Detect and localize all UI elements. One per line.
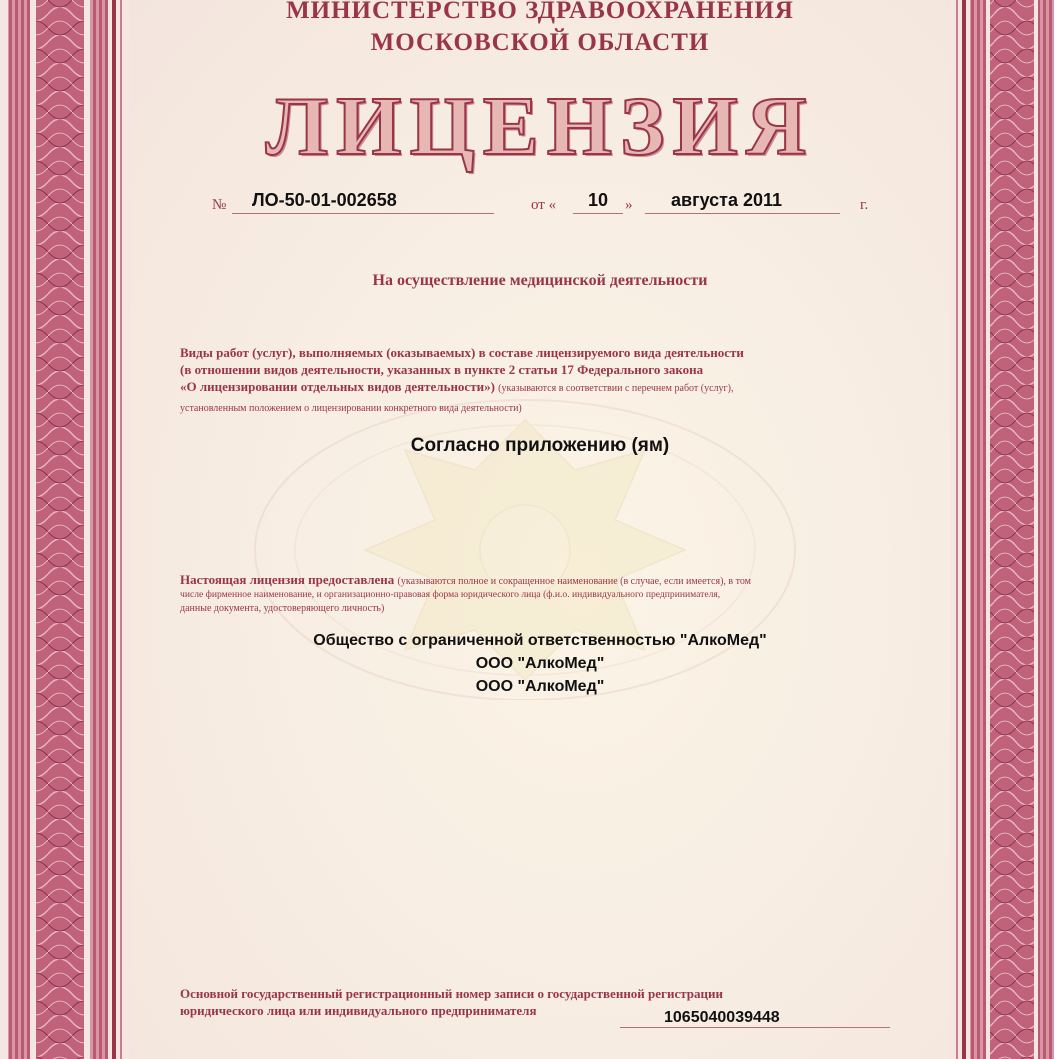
grantee-note-line2: числе фирменное наименование, и организационно-правовая форма юридического лица (ф.и.о. индивидуального предпринимателя, (180, 589, 721, 600)
license-number: ЛО-50-01-002658 (252, 190, 397, 210)
grantee-note-line3: данные документа, удостоверяющего личность) (180, 603, 385, 614)
registration-label-line1: Основной государственный регистрационный номер записи о государственной регистрации (180, 986, 723, 1001)
license-number-underline (232, 213, 494, 214)
coat-of-arms-watermark (245, 380, 805, 700)
date-month-year: августа 2011 (671, 190, 783, 210)
year-suffix: г. (860, 197, 869, 213)
grantee-short-name-2: ООО "АлкоМед" (475, 678, 605, 695)
number-prefix: № (212, 197, 227, 213)
ministry-name-line2: МОСКОВСКОЙ ОБЛАСТИ (370, 29, 710, 56)
services-label-line3 (180, 379, 733, 395)
grantee-short-name-1: ООО "АлкоМед" (475, 655, 605, 672)
grantee-full-name: Общество с ограниченной ответственностью "АлкоМед" (313, 632, 767, 649)
services-note-line3: (указываются в соответствии с перечнем работ (услуг), (498, 383, 734, 394)
registration-number: 1065040039448 (664, 1009, 780, 1026)
activity-label: На осуществление медицинской деятельности (372, 272, 708, 289)
document-title: ЛИЦЕНЗИЯ (265, 80, 815, 173)
right-ornamental-border (950, 0, 1060, 1059)
grantee-label-line1 (180, 572, 751, 588)
registration-label-line2: юридического лица или индивидуального предпринимателя (180, 1003, 537, 1018)
services-law-name: «О лицензировании отдельных видов деятельности») (180, 379, 495, 394)
services-value: Согласно приложению (ям) (410, 435, 670, 456)
services-label-line2: (в отношении видов деятельности, указанных в пункте 2 статьи 17 Федерального закона (180, 362, 704, 377)
ministry-name-line1: МИНИСТЕРСТВО ЗДРАВООХРАНЕНИЯ (286, 0, 794, 24)
grantee-label: Настоящая лицензия предоставлена (180, 572, 395, 587)
services-note-line4: установленным положением о лицензировании конкретного вида деятельности) (180, 403, 522, 414)
date-month-underline (645, 213, 840, 214)
registration-number-underline (620, 1027, 890, 1028)
date-day-close: » (625, 197, 633, 213)
grantee-note-line1: (указываются полное и сокращенное наименование (в случае, если имеется), в том (397, 576, 751, 587)
date-day-underline (573, 213, 623, 214)
date-prefix: от « (531, 197, 557, 213)
date-day: 10 (588, 190, 609, 210)
left-ornamental-border (0, 0, 130, 1059)
services-label-line1: Виды работ (услуг), выполняемых (оказываемых) в составе лицензируемого вида деятельности (180, 345, 744, 360)
